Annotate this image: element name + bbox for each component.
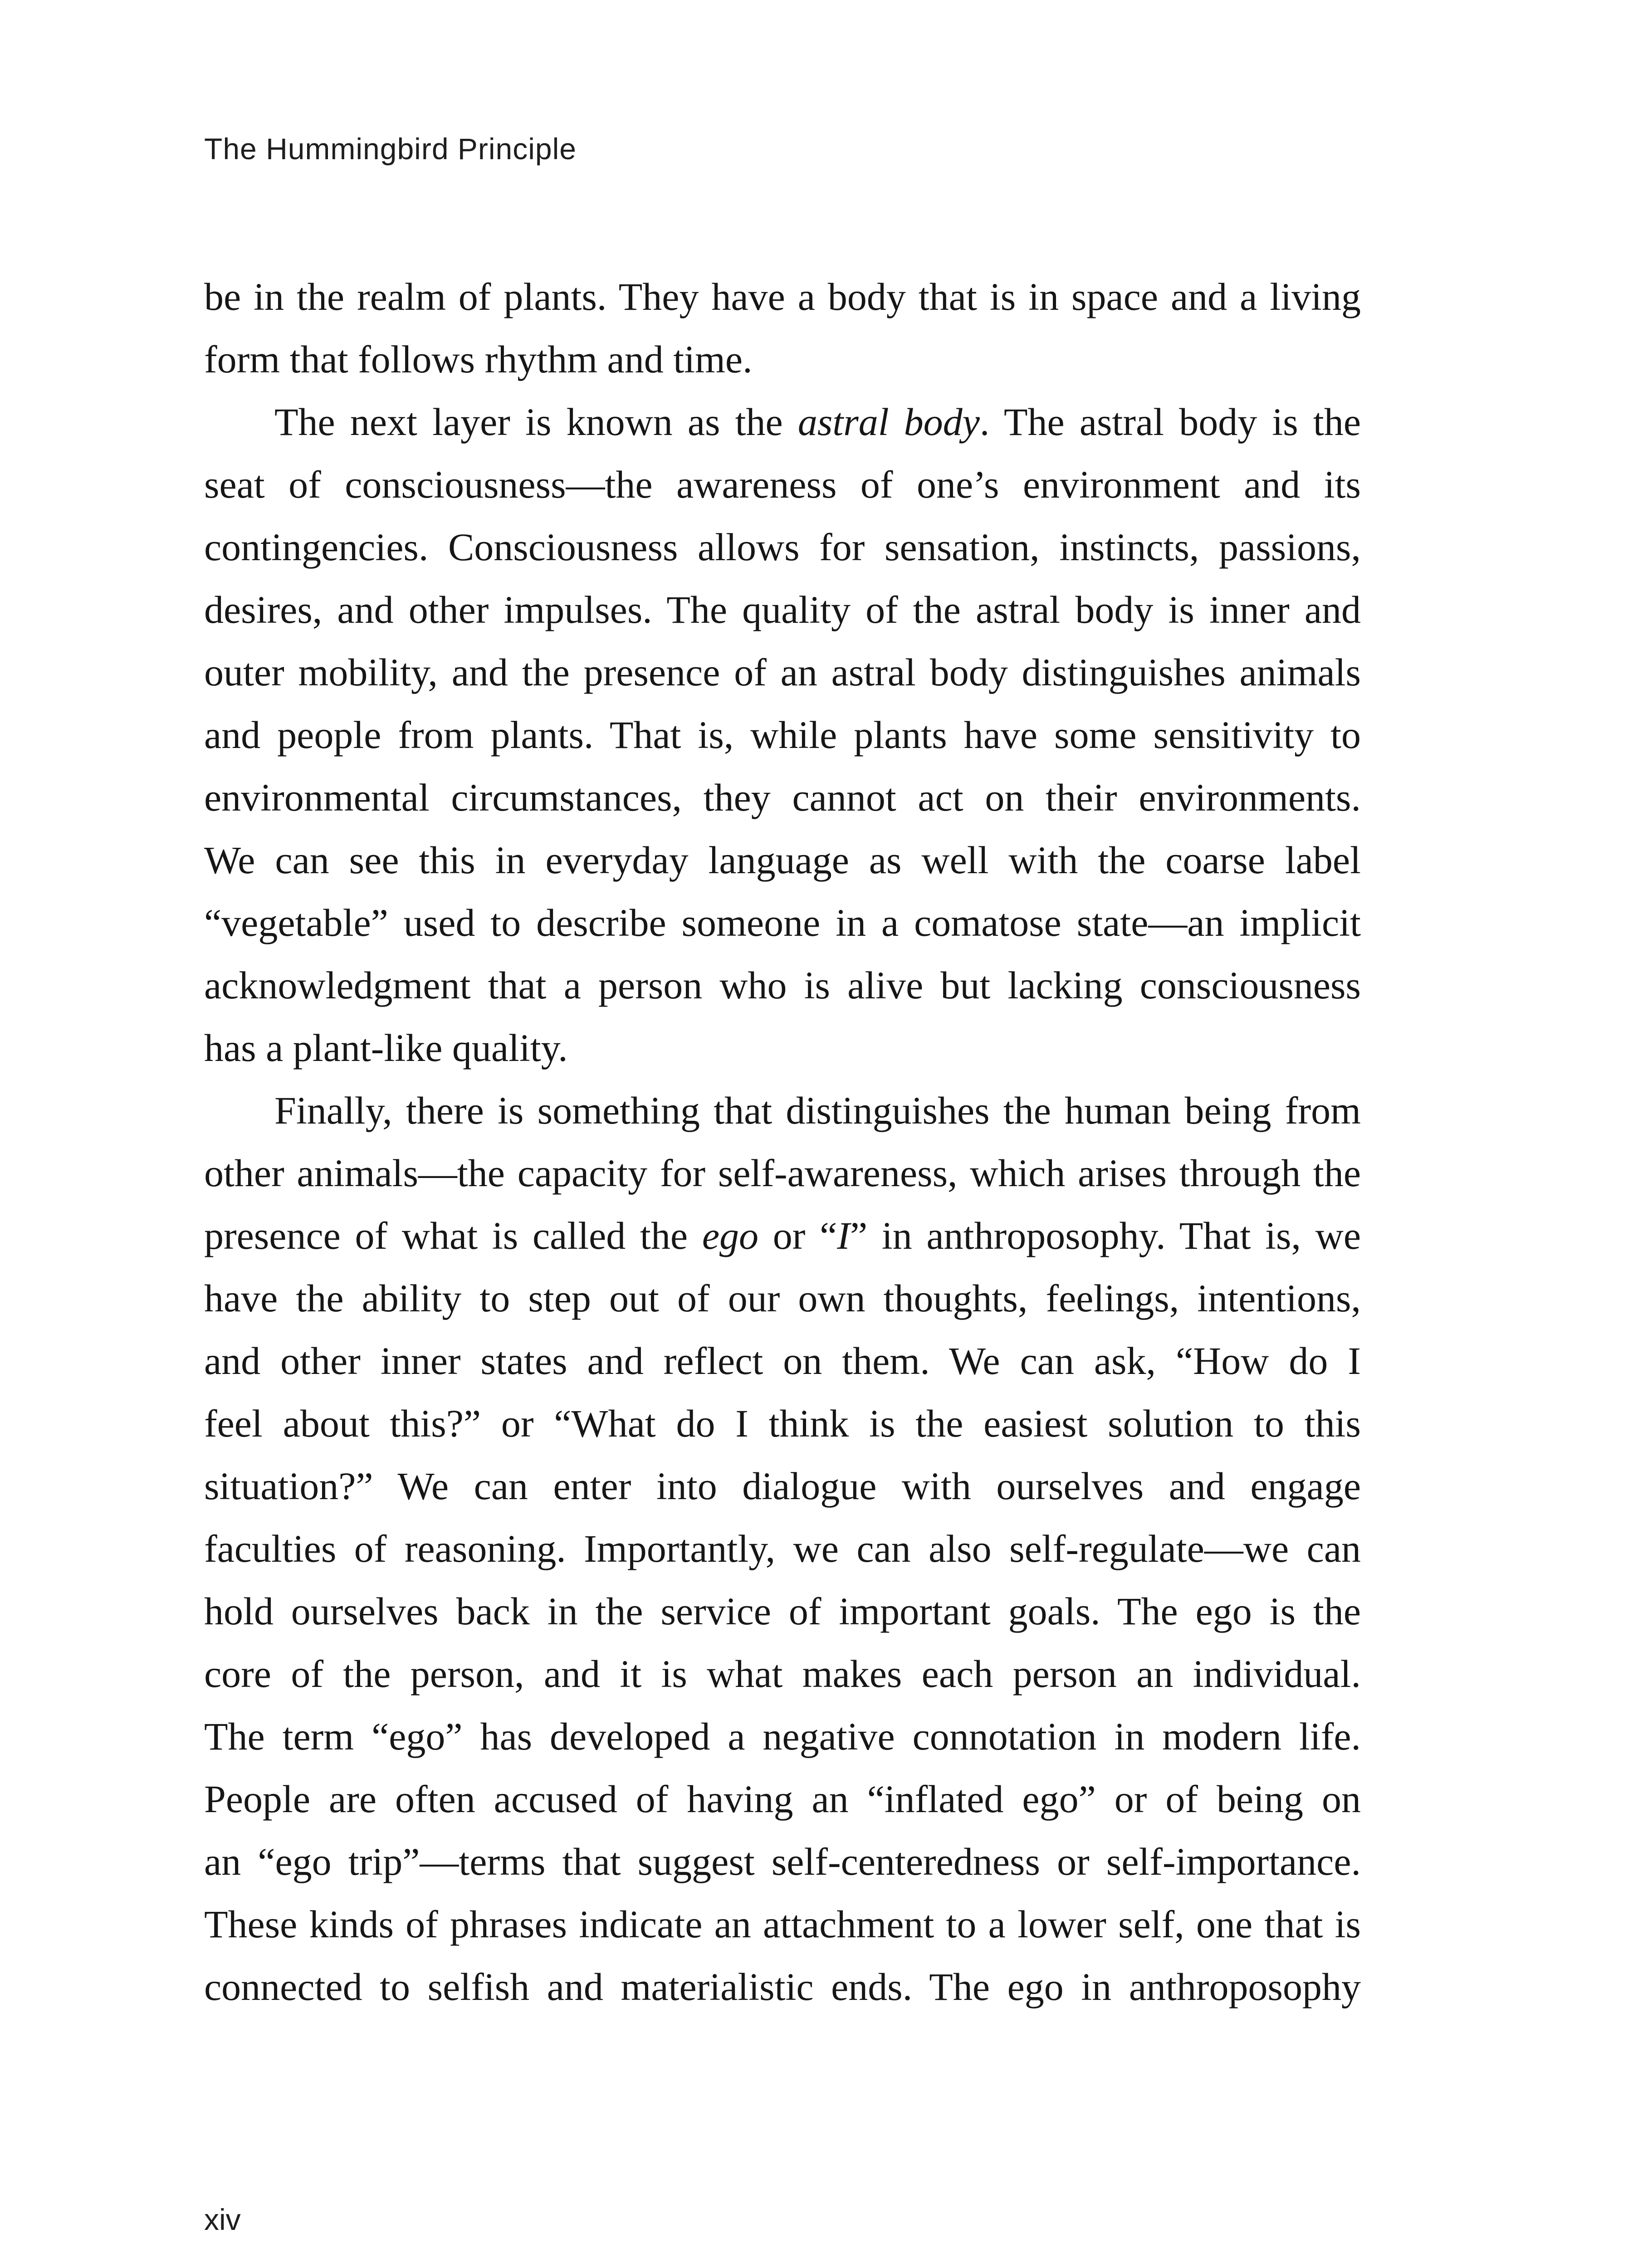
paragraph <box>204 1079 1361 2018</box>
body-text <box>204 265 1361 2018</box>
text-line <box>204 1705 1361 1768</box>
text-segment: acknowledgment that a person who is alive but lacking consciousness <box>204 963 1361 1007</box>
text-line <box>204 829 1361 891</box>
text-segment: People are often accused of having an “inflated ego” or of being on <box>204 1777 1361 1821</box>
text-line <box>204 1079 1361 1142</box>
text-segment: and people from plants. That is, while plants have some sensitivity to <box>204 713 1361 757</box>
text-segment: form that follows rhythm and time. <box>204 337 753 381</box>
text-segment: The next layer is known as the <box>274 400 798 444</box>
italic-term: I <box>837 1214 850 1257</box>
text-segment: seat of consciousness—the awareness of one’s environment and its <box>204 463 1361 506</box>
text-line <box>204 1830 1361 1893</box>
text-segment: These kinds of phrases indicate an attachment to a lower self, one that is <box>204 1902 1361 1946</box>
text-segment: Finally, there is something that distinguishes the human being from <box>274 1089 1361 1132</box>
text-line <box>204 1580 1361 1642</box>
text-segment: faculties of reasoning. Importantly, we can also self-regulate—we can <box>204 1527 1361 1570</box>
text-segment: . The astral body is the <box>979 400 1361 444</box>
page-number: xiv <box>204 2203 241 2236</box>
text-line <box>204 766 1361 829</box>
text-segment: desires, and other impulses. The quality of the astral body is inner and <box>204 588 1361 631</box>
paragraph <box>204 265 1361 391</box>
text-segment: other animals—the capacity for self-awareness, which arises through the <box>204 1151 1361 1195</box>
text-line <box>204 1142 1361 1204</box>
text-segment: hold ourselves back in the service of important goals. The ego is the <box>204 1589 1361 1633</box>
text-segment: connected to selfish and materialistic ends. The ego in anthroposophy <box>204 1965 1361 2009</box>
text-segment: be in the realm of plants. They have a body that is in space and a living <box>204 275 1361 318</box>
text-line <box>204 1267 1361 1330</box>
text-line <box>204 1768 1361 1830</box>
text-line <box>204 1017 1361 1079</box>
paragraph <box>204 391 1361 1079</box>
running-head: The Hummingbird Principle <box>204 132 577 166</box>
text-line <box>204 1455 1361 1517</box>
text-line <box>204 1642 1361 1705</box>
text-line <box>204 1392 1361 1455</box>
text-segment: We can see this in everyday language as well with the coarse label <box>204 838 1361 882</box>
text-line <box>204 328 1361 391</box>
text-line <box>204 265 1361 328</box>
text-line <box>204 1330 1361 1392</box>
text-segment: have the ability to step out of our own thoughts, feelings, intentions, <box>204 1276 1361 1320</box>
text-segment: core of the person, and it is what makes each person an individual. <box>204 1652 1361 1696</box>
text-segment: or “ <box>758 1214 837 1257</box>
text-line <box>204 1893 1361 1955</box>
text-segment: contingencies. Consciousness allows for sensation, instincts, passions, <box>204 525 1361 569</box>
text-line <box>204 954 1361 1017</box>
text-line <box>204 578 1361 641</box>
text-segment: situation?” We can enter into dialogue with ourselves and engage <box>204 1464 1361 1508</box>
text-segment: environmental circumstances, they cannot act on their environments. <box>204 776 1361 819</box>
text-segment: ” in anthroposophy. That is, we <box>850 1214 1361 1257</box>
text-segment: an “ego trip”—terms that suggest self-centeredness or self-importance. <box>204 1840 1361 1883</box>
text-line <box>204 516 1361 578</box>
text-segment: presence of what is called the <box>204 1214 702 1257</box>
text-line <box>204 704 1361 766</box>
text-segment: feel about this?” or “What do I think is the easiest solution to this <box>204 1402 1361 1445</box>
text-segment: has a plant-like quality. <box>204 1026 568 1070</box>
italic-term: ego <box>702 1214 758 1257</box>
text-line <box>204 1204 1361 1267</box>
text-segment: outer mobility, and the presence of an astral body distinguishes animals <box>204 650 1361 694</box>
italic-term: astral body <box>797 400 980 444</box>
text-line <box>204 1955 1361 2018</box>
text-line <box>204 391 1361 453</box>
text-line <box>204 891 1361 954</box>
text-segment: The term “ego” has developed a negative connotation in modern life. <box>204 1715 1361 1758</box>
text-line <box>204 641 1361 704</box>
text-segment: and other inner states and reflect on them. We can ask, “How do I <box>204 1339 1361 1383</box>
text-line <box>204 453 1361 516</box>
text-line <box>204 1517 1361 1580</box>
text-segment: “vegetable” used to describe someone in a comatose state—an implicit <box>204 901 1361 944</box>
